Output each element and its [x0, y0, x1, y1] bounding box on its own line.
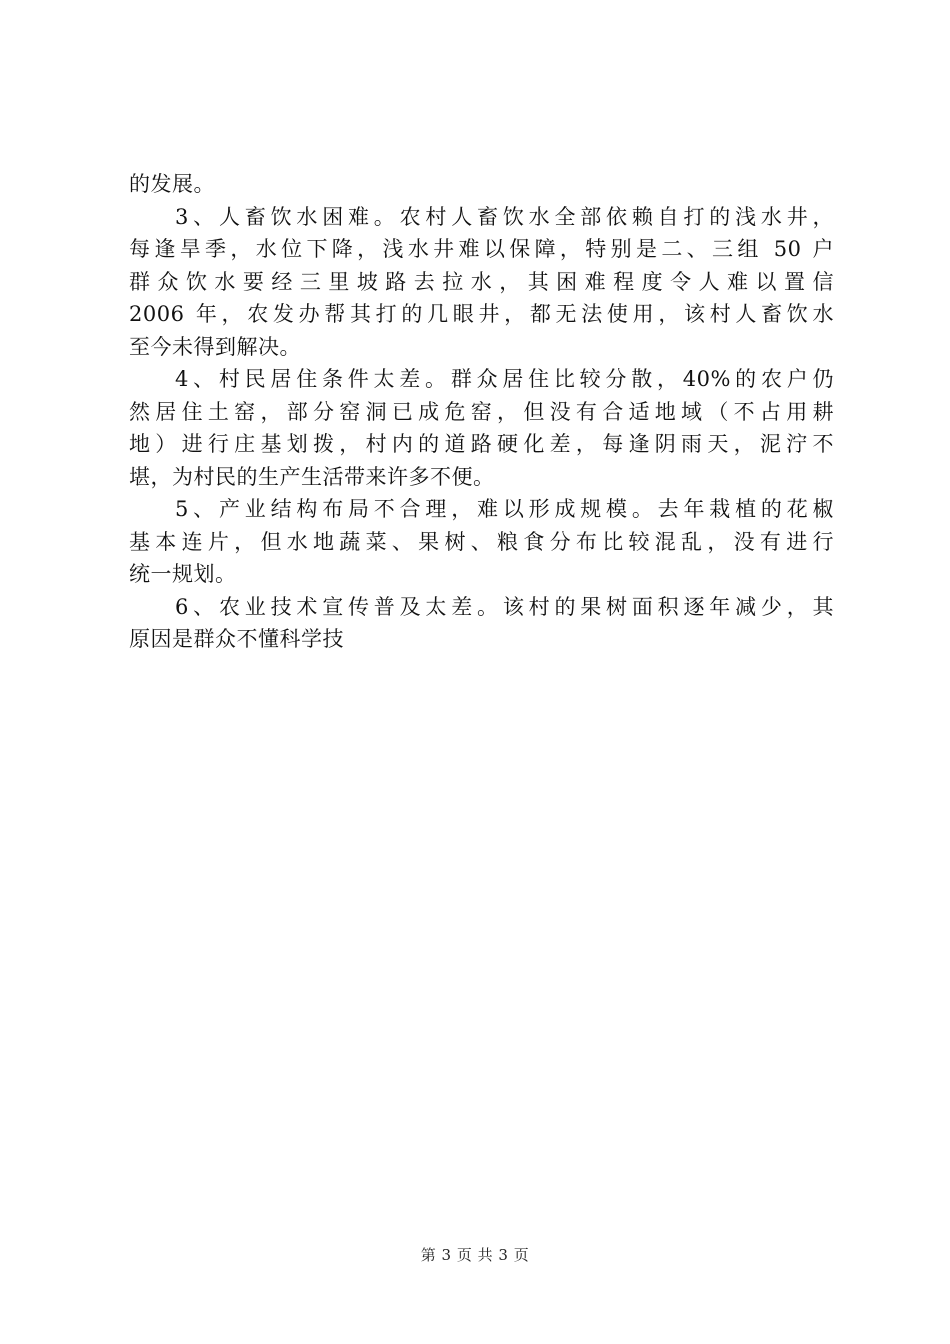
- text-line: 3、人畜饮水困难。农村人畜饮水全部依赖自打的浅水井，: [175, 204, 834, 229]
- text-line: 每逢旱季，水位下降，浅水井难以保障，特别是二、三组 50 户: [129, 237, 834, 261]
- text-line: 的发展。: [129, 172, 215, 196]
- text-line: 堪，为村民的生产生活带来许多不便。: [129, 464, 495, 489]
- text-line: 至今未得到解决。: [129, 334, 301, 359]
- text-line: 原因是群众不懂科学技: [129, 627, 344, 651]
- text-line: 群众饮水要经三里坡路去拉水，其困难程度令人难以置信: [129, 269, 834, 294]
- text-line: 基本连片，但水地蔬菜、果树、粮食分布比较混乱，没有进行: [129, 529, 834, 554]
- text-line: 4、村民居住条件太差。群众居住比较分散，40%的农户仍: [175, 367, 834, 391]
- paragraph-continuation: [129, 168, 834, 201]
- text-line: 6、农业技术宣传普及太差。该村的果树面积逐年减少，其: [175, 594, 834, 619]
- text-line: 地）进行庄基划拨，村内的道路硬化差，每逢阴雨天，泥泞不: [129, 432, 834, 456]
- text-line: 2006 年，农发办帮其打的几眼井，都无法使用，该村人畜饮水: [129, 302, 834, 326]
- text-line: 5、产业结构布局不合理，难以形成规模。去年栽植的花椒: [175, 497, 834, 521]
- paragraph-3-drinking-water: [129, 201, 834, 364]
- text-line: 统一规划。: [129, 562, 237, 586]
- paragraph-4-living-conditions: [129, 363, 834, 493]
- text-line: 然居住土窑，部分窑洞已成危窑，但没有合适地域（不占用耕: [129, 399, 834, 424]
- paragraph-5-industry-structure: [129, 493, 834, 591]
- page-number-footer: 第 3 页 共 3 页: [420, 1246, 530, 1264]
- document-body: [129, 168, 834, 656]
- paragraph-6-agri-technology: [129, 591, 834, 656]
